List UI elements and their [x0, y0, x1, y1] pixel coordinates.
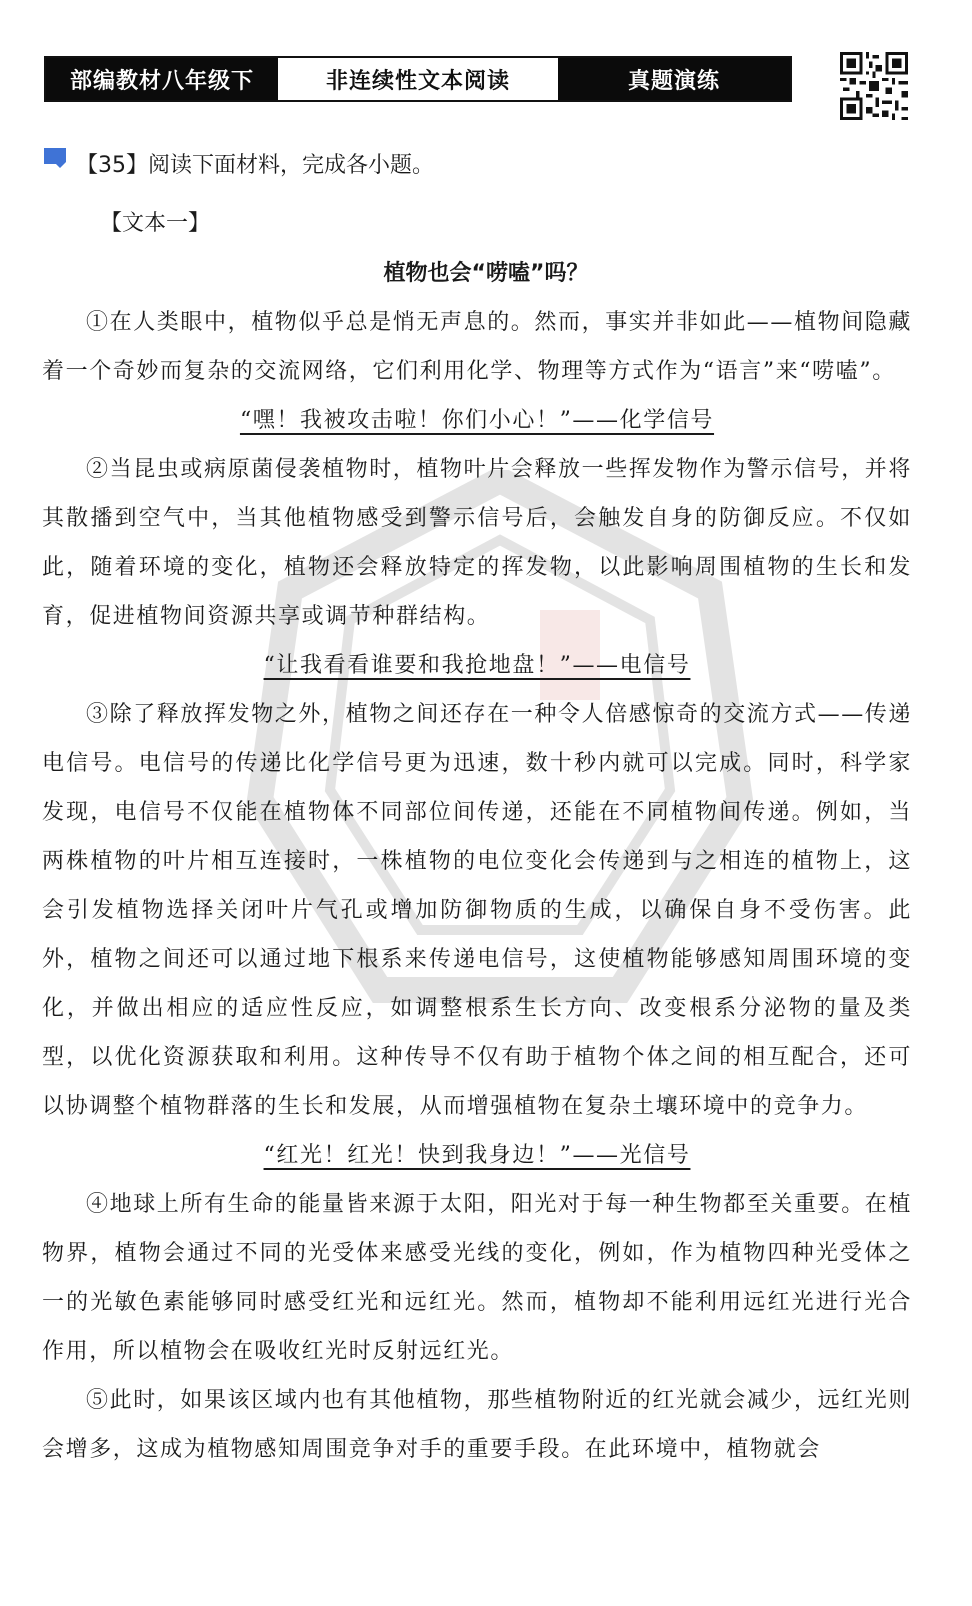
- question-title: 【35】阅读下面材料，完成各小题。: [76, 153, 434, 178]
- bookmark-icon: [44, 148, 72, 170]
- page-header: [44, 56, 792, 102]
- header-section-label: 真题演练: [558, 58, 790, 100]
- subheading-electric: [42, 641, 912, 690]
- paragraph-1: ①在人类眼中，植物似乎总是悄无声息的。然而，事实并非如此——植物间隐藏着一个奇妙而复杂的交流网络，它们利用化学、物理等方式作为“语言”来“唠嗑”。: [42, 310, 913, 384]
- qr-code-icon: [840, 52, 908, 120]
- subheading-chemical: [42, 396, 912, 445]
- subheading-electric-text: “让我看看谁要和我抢地盘！”——电信号: [263, 653, 691, 678]
- subheading-chemical-text: “嘿！我被攻击啦！你们小心！”——化学信号: [239, 408, 715, 433]
- subheading-light-text: “红光！红光！快到我身边！”——光信号: [263, 1143, 691, 1168]
- section-label: 【文本一】: [100, 211, 211, 236]
- paragraph-3: ③除了释放挥发物之外，植物之间还存在一种令人倍感惊奇的交流方式——传递电信号。电信号的传递比化学信号更为迅速，数十秒内就可以完成。同时，科学家发现，电信号不仅能在植物体不同部位间传递，还能在不同植物间传递。例如，当两株植物的叶片相互连接时，一株植物的电位变化会传递到与之相连的植物上，这会引发植物选择关闭叶片气孔或增加防御物质的生成，以确保自身不受伤害。此外，植物之间还可以通过地下根系来传递电信号，这使植物能够感知周围环境的变化，并做出相应的适应性反应，如调整根系生长方向、改变根系分泌物的量及类型，以优化资源获取和利用。这种传导不仅有助于植物个体之间的相互配合，还可以协调整个植物群落的生长和发展，从而增强植物在复杂土壤环境中的竞争力。: [42, 702, 913, 1119]
- article-title: 植物也会“唠嗑”吗？: [383, 261, 589, 286]
- paragraph-4: ④地球上所有生命的能量皆来源于太阳，阳光对于每一种生物都至关重要。在植物界，植物会通过不同的光受体来感受光线的变化，例如，作为植物四种光受体之一的光敏色素能够同时感受红光和远红光。然而，植物却不能利用远红光进行光合作用，所以植物会在吸收红光时反射远红光。: [42, 1192, 913, 1364]
- article-body: [42, 298, 912, 1474]
- subheading-light: [42, 1131, 912, 1180]
- header-topic-label: 非连续性文本阅读: [278, 58, 558, 100]
- header-grade-label: 部编教材八年级下: [46, 58, 278, 100]
- paragraph-5: ⑤此时，如果该区域内也有其他植物，那些植物附近的红光就会减少，远红光则会增多，这成为植物感知周围竞争对手的重要手段。在此环境中，植物就会: [42, 1388, 913, 1462]
- paragraph-2: ②当昆虫或病原菌侵袭植物时，植物叶片会释放一些挥发物作为警示信号，并将其散播到空气中，当其他植物感受到警示信号后，会触发自身的防御反应。不仅如此，随着环境的变化，植物还会释放特定的挥发物，以此影响周围植物的生长和发育，促进植物间资源共享或调节种群结构。: [42, 457, 913, 629]
